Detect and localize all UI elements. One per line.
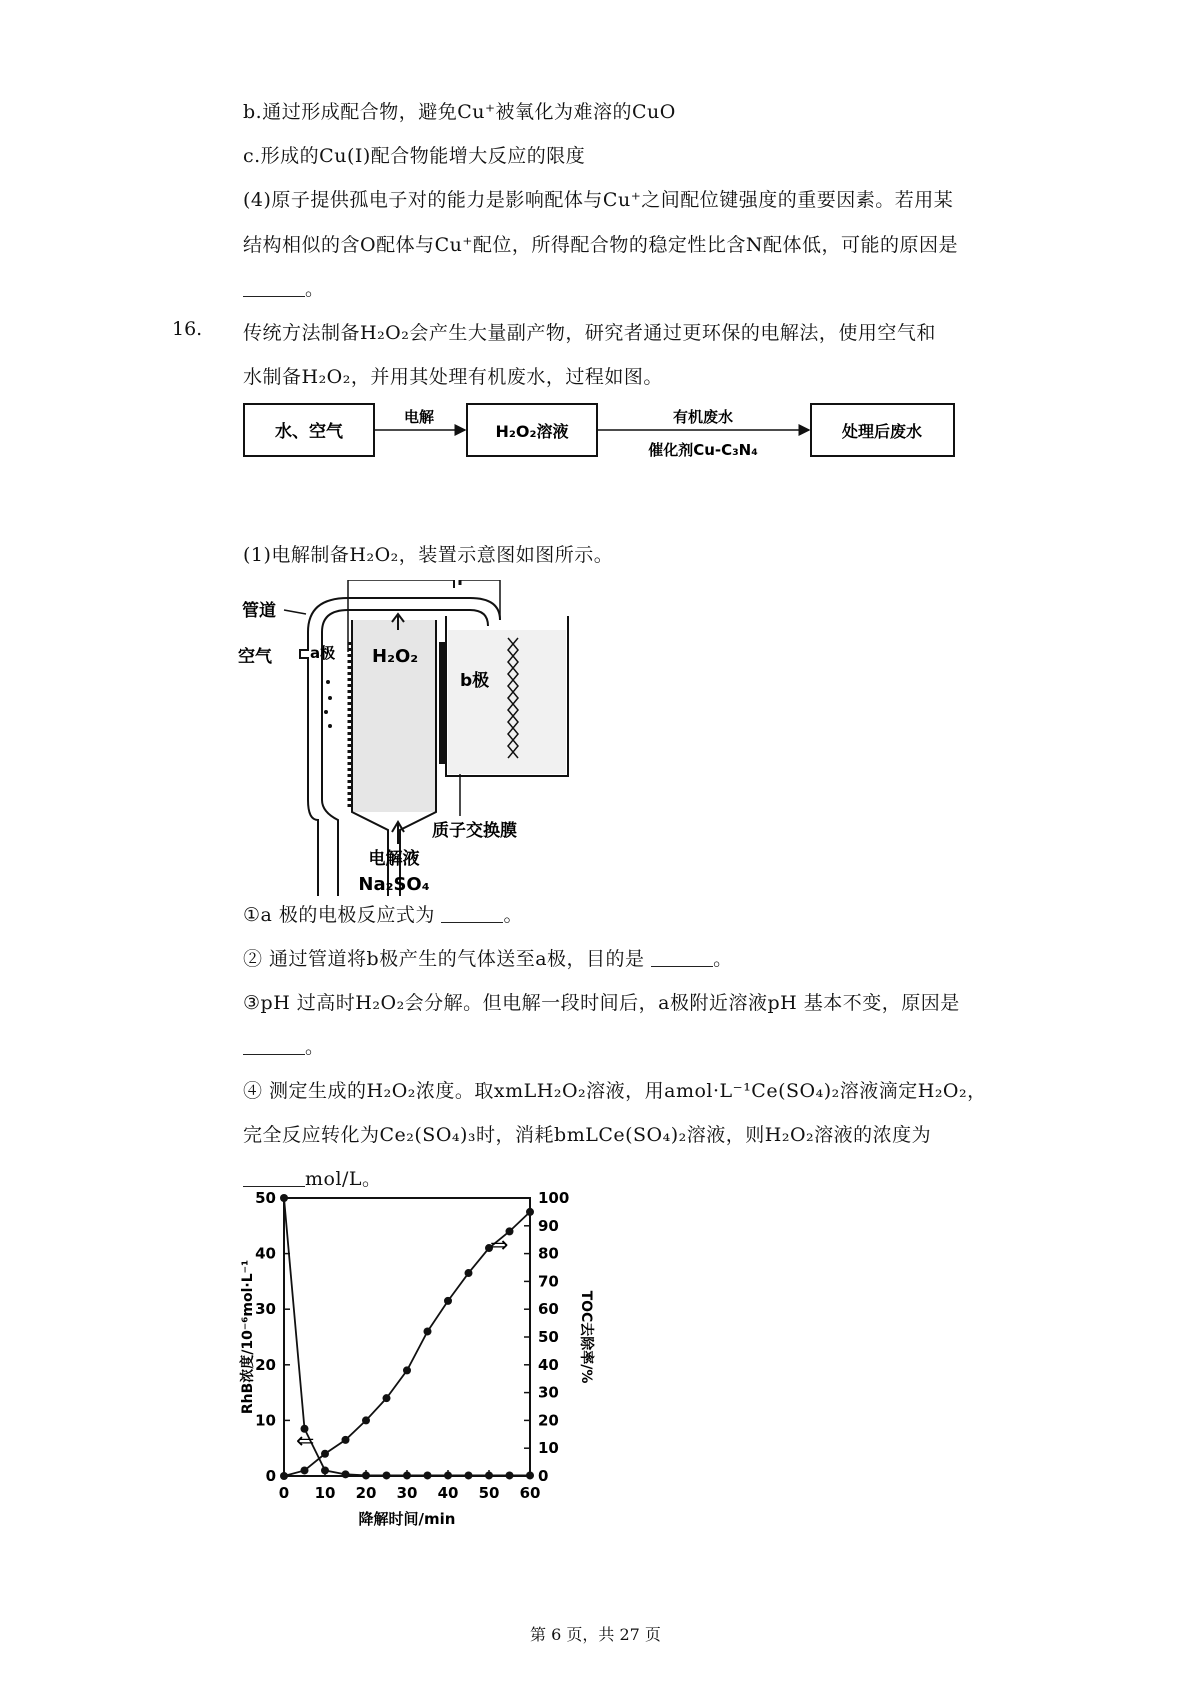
sub2: ② 通过管道将b极产生的气体送至a极，目的是 。 (243, 948, 733, 970)
y-left-tick-label: 0 (265, 1467, 276, 1485)
label-pipe: 管道 (242, 601, 276, 621)
flow-box3-label: 处理后废水 (841, 422, 923, 441)
y-right-tick-label: 0 (538, 1467, 549, 1485)
y-left-tick-label: 30 (255, 1300, 276, 1319)
y-right-tick-label: 100 (538, 1189, 570, 1207)
data-point-left (444, 1471, 452, 1479)
part1-title: (1)电解制备H₂O₂，装置示意图如图所示。 (243, 544, 614, 566)
data-point-left (465, 1471, 473, 1479)
data-point-left (485, 1471, 493, 1479)
cathode-chamber-inner (322, 632, 338, 896)
data-point-right (444, 1297, 452, 1305)
data-point-left (383, 1471, 391, 1479)
label-na2so4: Na₂SO₄ (358, 874, 430, 895)
data-point-right (362, 1416, 370, 1424)
q4-answer-line: 。 (243, 274, 325, 301)
option-c: c.形成的Cu(I)配合物能增大反应的限度 (243, 145, 586, 167)
degradation-chart (238, 1186, 638, 1566)
y-right-tick-label: 30 (538, 1383, 559, 1402)
data-point-right (465, 1269, 473, 1277)
flow-box2-label: H₂O₂溶液 (495, 422, 569, 441)
data-point-left (280, 1194, 288, 1202)
y-left-tick-label: 20 (255, 1355, 276, 1374)
label-membrane: 质子交换膜 (432, 821, 517, 841)
y-right-tick-label: 40 (538, 1355, 559, 1374)
y-right-tick-label: 50 (538, 1328, 559, 1346)
left-axis-arrow: ⇐ (296, 1429, 315, 1454)
flow-box1-label: 水、空气 (275, 422, 343, 442)
q4-line2: 结构相似的含O配体与Cu⁺配位，所得配合物的稳定性比含N配体低，可能的原因是 (243, 234, 959, 256)
y-right-tick-label: 10 (538, 1439, 559, 1458)
data-point-right (403, 1366, 411, 1374)
answer-blank[interactable] (243, 1038, 305, 1055)
data-point-left (506, 1471, 514, 1479)
label-electrolyte: 电解液 (368, 849, 420, 869)
sub1: ①a 极的电极反应式为 。 (243, 904, 523, 926)
x-tick-label: 0 (278, 1484, 290, 1502)
air-bubbles (324, 680, 332, 728)
y-right-tick-label: 70 (538, 1272, 559, 1291)
data-point-left (424, 1471, 432, 1479)
sub3-line1: ③pH 过高时H₂O₂会分解。但电解一段时间后，a极附近溶液pH 基本不变，原因是 (243, 992, 960, 1014)
data-point-left (403, 1471, 411, 1479)
data-point-right (424, 1327, 432, 1335)
x-tick-label: 40 (437, 1484, 459, 1502)
data-point-right (321, 1450, 329, 1458)
data-point-right (342, 1436, 350, 1444)
label-h2o2: H₂O₂ (372, 646, 419, 667)
pipe-pointer (284, 610, 306, 614)
flow-arrow2-top: 有机废水 (672, 408, 734, 426)
label-air: 空气 (238, 647, 272, 667)
data-point-left (526, 1471, 534, 1479)
sub3-answer-line: 。 (243, 1032, 325, 1059)
data-point-right (280, 1472, 288, 1480)
q16-intro-line2: 水制备H₂O₂，并用其处理有机废水，过程如图。 (243, 366, 663, 388)
x-tick-label: 20 (355, 1484, 377, 1502)
electrolysis-apparatus (238, 580, 598, 896)
cathode-chamber (300, 632, 318, 896)
label-b-pole: b极 (460, 671, 490, 691)
data-point-left (342, 1470, 350, 1478)
y-left-tick-label: 40 (255, 1244, 276, 1263)
question-number: 16. (172, 318, 203, 340)
sub4-line2: 完全反应转化为Ce₂(SO₄)₃时，消耗bmLCe(SO₄)₂溶液，则H₂O₂溶液的浓度为 (243, 1124, 932, 1146)
y-left-tick-label: 50 (255, 1189, 276, 1207)
data-point-right (301, 1466, 309, 1474)
data-point-left (321, 1466, 329, 1474)
y-right-tick-label: 90 (538, 1216, 559, 1235)
x-tick-label: 30 (396, 1484, 418, 1502)
data-point-right (383, 1394, 391, 1402)
y-right-tick-label: 80 (538, 1244, 559, 1263)
q4-line1: (4)原子提供孤电子对的能力是影响配体与Cu⁺之间配位键强度的重要因素。若用某 (243, 189, 954, 211)
y-right-tick-label: 20 (538, 1411, 559, 1430)
y-right-axis-label: TOC去除率/% (578, 1290, 594, 1384)
data-point-left (362, 1471, 370, 1479)
anode-solution (448, 630, 566, 774)
flow-arrow2-bottom: 催化剂Cu-C₃N₄ (648, 441, 758, 459)
flow-arrow1-label: 电解 (403, 408, 435, 426)
sub4-line1: ④ 测定生成的H₂O₂浓度。取xmLH₂O₂溶液，用amol·L⁻¹Ce(SO₄)₂溶液滴定H₂O₂， (243, 1080, 987, 1102)
x-axis-label: 降解时间/min (358, 1510, 456, 1528)
answer-blank[interactable] (441, 906, 503, 923)
label-a-pole: a极 (310, 644, 336, 662)
q16-intro-line1: 传统方法制备H₂O₂会产生大量副产物，研究者通过更环保的电解法，使用空气和 (243, 322, 936, 344)
electrolyte-up-arrow (392, 822, 404, 844)
process-flow-diagram (243, 402, 963, 466)
data-point-right (526, 1208, 534, 1216)
answer-blank[interactable] (243, 1170, 305, 1187)
answer-blank[interactable] (243, 280, 305, 297)
y-left-axis-label: RhB浓度/10⁻⁶mol·L⁻¹ (240, 1259, 256, 1415)
x-tick-label: 60 (519, 1484, 541, 1502)
option-b: b.通过形成配合物，避免Cu⁺被氧化为难溶的CuO (243, 101, 676, 123)
answer-blank[interactable] (651, 950, 713, 967)
y-right-tick-label: 60 (538, 1300, 559, 1319)
right-axis-arrow: ⇒ (490, 1233, 509, 1258)
x-tick-label: 10 (314, 1484, 336, 1502)
sub4-answer-line: mol/L。 (243, 1164, 382, 1191)
y-left-tick-label: 10 (255, 1411, 276, 1430)
x-tick-label: 50 (478, 1484, 500, 1502)
page-footer: 第 6 页，共 27 页 (530, 1625, 661, 1644)
